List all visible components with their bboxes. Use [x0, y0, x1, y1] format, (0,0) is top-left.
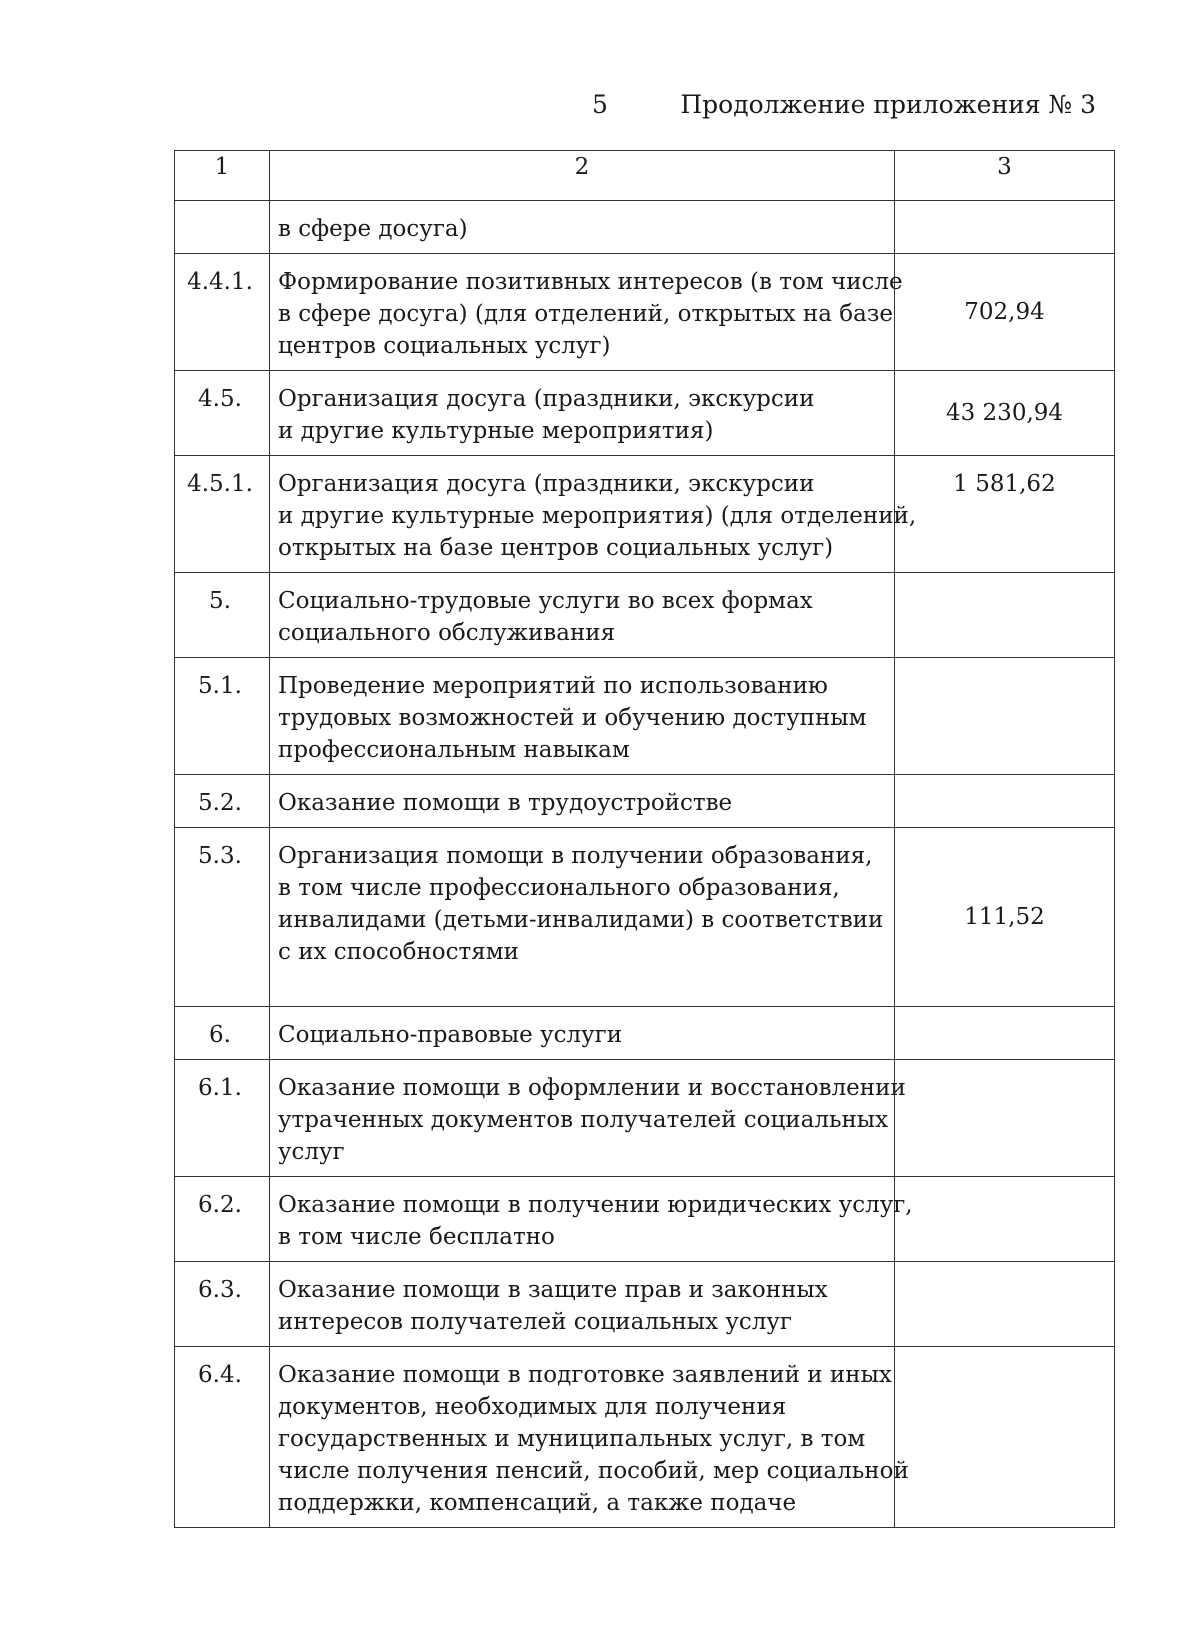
table-row — [175, 1262, 1115, 1347]
description-line: государственных и муниципальных услуг, в том — [278, 1426, 866, 1452]
table-row — [175, 1347, 1115, 1528]
description-line: Оказание помощи в оформлении и восстановлении — [278, 1075, 906, 1101]
table-row — [175, 1007, 1115, 1060]
description-line: Социально-трудовые услуги во всех формах — [278, 588, 813, 614]
description-line: Организация досуга (праздники, экскурсии — [278, 471, 815, 497]
row-number: 6.1. — [175, 1060, 270, 1177]
description-line: в сфере досуга) (для отделений, открытых на базе — [278, 301, 893, 327]
description-line: центров социальных услуг) — [278, 333, 611, 359]
row-value: 43 230,94 — [895, 371, 1115, 456]
row-description — [270, 1007, 895, 1060]
row-value: 702,94 — [895, 254, 1115, 371]
row-description — [270, 1262, 895, 1347]
table-row — [175, 828, 1115, 1007]
row-description — [270, 201, 895, 254]
row-number: 6.4. — [175, 1347, 270, 1528]
row-number: 4.5. — [175, 371, 270, 456]
row-number — [175, 201, 270, 254]
page-header — [0, 90, 1200, 130]
table-row — [175, 371, 1115, 456]
description-line: открытых на базе центров социальных услуг) — [278, 535, 834, 561]
table-row — [175, 1060, 1115, 1177]
row-description — [270, 371, 895, 456]
table-row — [175, 456, 1115, 573]
row-value — [895, 1177, 1115, 1262]
table-row — [175, 1177, 1115, 1262]
row-value: 111,52 — [895, 828, 1115, 1007]
description-line: Оказание помощи в трудоустройстве — [278, 790, 733, 816]
row-value: 1 581,62 — [895, 456, 1115, 573]
description-line: и другие культурные мероприятия) (для отделений, — [278, 503, 917, 529]
description-line: услуг — [278, 1139, 345, 1165]
description-line: профессиональным навыкам — [278, 737, 630, 763]
description-line: с их способностями — [278, 939, 519, 965]
description-line: инвалидами (детьми-инвалидами) в соответствии — [278, 907, 884, 933]
description-line: социального обслуживания — [278, 620, 616, 646]
row-number: 5. — [175, 573, 270, 658]
row-value — [895, 1060, 1115, 1177]
services-table — [174, 150, 1115, 1528]
row-number: 4.4.1. — [175, 254, 270, 371]
description-line: и другие культурные мероприятия) — [278, 418, 714, 444]
row-number: 5.2. — [175, 775, 270, 828]
description-line: числе получения пенсий, пособий, мер социальной — [278, 1458, 909, 1484]
column-header-3: 3 — [895, 151, 1115, 201]
row-value — [895, 775, 1115, 828]
description-line: в сфере досуга) — [278, 216, 468, 242]
description-line: Оказание помощи в получении юридических услуг, — [278, 1192, 913, 1218]
row-number: 6.2. — [175, 1177, 270, 1262]
description-line: документов, необходимых для получения — [278, 1394, 787, 1420]
row-description — [270, 1177, 913, 1262]
row-number: 6. — [175, 1007, 270, 1060]
description-line: поддержки, компенсаций, а также подаче — [278, 1490, 797, 1516]
row-description — [270, 573, 895, 658]
description-line: в том числе бесплатно — [278, 1224, 555, 1250]
description-line: утраченных документов получателей социальных — [278, 1107, 889, 1133]
table-header-row — [175, 151, 1115, 201]
description-line: трудовых возможностей и обучению доступным — [278, 705, 867, 731]
description-line: Оказание помощи в защите прав и законных — [278, 1277, 828, 1303]
description-line: Формирование позитивных интересов (в том числе — [278, 269, 903, 295]
row-value — [895, 1347, 1115, 1528]
table-row — [175, 254, 1115, 371]
description-line: Социально-правовые услуги — [278, 1022, 623, 1048]
row-value — [895, 201, 1115, 254]
row-description — [270, 254, 903, 371]
row-description — [270, 1347, 909, 1528]
description-line: Организация помощи в получении образования, — [278, 843, 873, 869]
description-line: в том числе профессионального образования, — [278, 875, 840, 901]
row-description — [270, 828, 895, 1007]
row-value — [895, 658, 1115, 775]
description-line: Проведение мероприятий по использованию — [278, 673, 828, 699]
description-line: Оказание помощи в подготовке заявлений и иных — [278, 1362, 892, 1388]
description-line: интересов получателей социальных услуг — [278, 1309, 792, 1335]
row-description — [270, 1060, 906, 1177]
row-number: 6.3. — [175, 1262, 270, 1347]
table-row — [175, 201, 1115, 254]
row-description — [270, 658, 895, 775]
description-line: Организация досуга (праздники, экскурсии — [278, 386, 815, 412]
table-row — [175, 573, 1115, 658]
row-number: 4.5.1. — [175, 456, 270, 573]
column-header-2: 2 — [270, 151, 895, 201]
page-number: 5 — [592, 90, 608, 119]
row-value — [895, 1007, 1115, 1060]
row-description — [270, 775, 895, 828]
column-header-1: 1 — [175, 151, 270, 201]
row-value — [895, 573, 1115, 658]
appendix-title: Продолжение приложения № 3 — [680, 90, 1096, 119]
row-number: 5.1. — [175, 658, 270, 775]
row-description — [270, 456, 917, 573]
table-row — [175, 658, 1115, 775]
row-value — [895, 1262, 1115, 1347]
row-number: 5.3. — [175, 828, 270, 1007]
table-row — [175, 775, 1115, 828]
